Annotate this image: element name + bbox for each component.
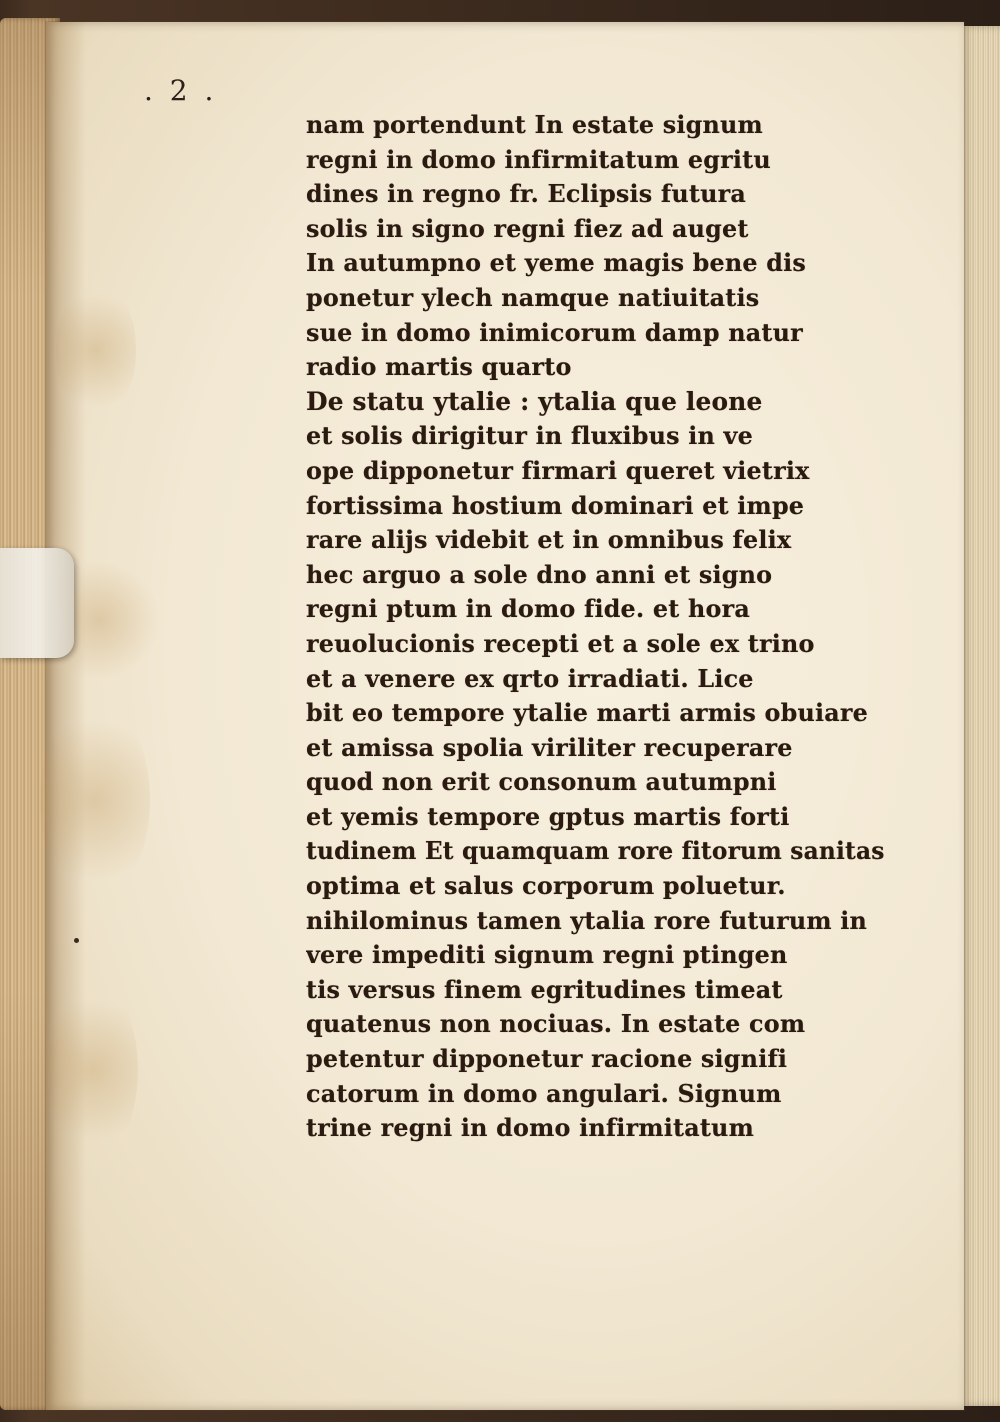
text-line: In autumpno et yeme magis bene dis: [306, 248, 807, 278]
right-page-edges: [960, 26, 1000, 1406]
text-line: vere impediti signum regni ptingen: [306, 940, 788, 970]
text-line: et a venere ex qrto irradiati. Lice: [306, 663, 754, 693]
text-line: dines in regno fr. Eclipsis futura: [306, 179, 747, 209]
page-clip: [0, 548, 74, 658]
section-heading-line: De statu ytalie : ytalia que leone: [306, 386, 763, 416]
text-line: fortissima hostium dominari et impe: [306, 490, 805, 520]
text-line: nihilominus tamen ytalia rore futurum in: [306, 905, 868, 935]
text-line: et amissa spolia viriliter recuperare: [306, 732, 793, 762]
text-line: catorum in domo angulari. Signum: [306, 1078, 782, 1108]
text-line: quod non erit consonum autumpni: [306, 767, 777, 797]
text-line: regni in domo infirmitatum egritu: [306, 144, 771, 174]
text-line: optima et salus corporum poluetur.: [306, 871, 786, 901]
text-line: tis versus finem egritudines timeat: [306, 974, 783, 1004]
text-line: quatenus non nociuas. In estate com: [306, 1009, 806, 1039]
manuscript-text: [306, 108, 888, 1146]
text-line: tudinem Et quamquam rore fitorum sanitas: [306, 836, 885, 866]
text-line: et solis dirigitur in fluxibus in ve: [306, 421, 753, 451]
text-line: radio martis quarto: [306, 352, 572, 382]
text-line: et yemis tempore gptus martis forti: [306, 801, 790, 831]
text-line: ope dipponetur firmari queret vietrix: [306, 455, 810, 485]
text-line: ponetur ylech namque natiuitatis: [306, 282, 760, 312]
text-line: bit eo tempore ytalie marti armis obuiare: [306, 698, 869, 728]
text-line: rare alijs videbit et in omnibus felix: [306, 525, 792, 555]
text-line: petentur dipponetur racione signifi: [306, 1044, 788, 1074]
margin-dot: [74, 938, 79, 943]
text-line: sue in domo inimicorum damp natur: [306, 317, 803, 347]
text-line: trine regni in domo infirmitatum: [306, 1113, 754, 1143]
text-line: solis in signo regni fiez ad auget: [306, 213, 749, 243]
text-line: nam portendunt In estate signum: [306, 110, 763, 139]
folio-number: . 2 .: [144, 74, 218, 107]
text-line: reuolucionis recepti et a sole ex trino: [306, 628, 815, 658]
text-line: hec arguo a sole dno anni et signo: [306, 559, 773, 589]
text-line: regni ptum in domo fide. et hora: [306, 594, 750, 624]
